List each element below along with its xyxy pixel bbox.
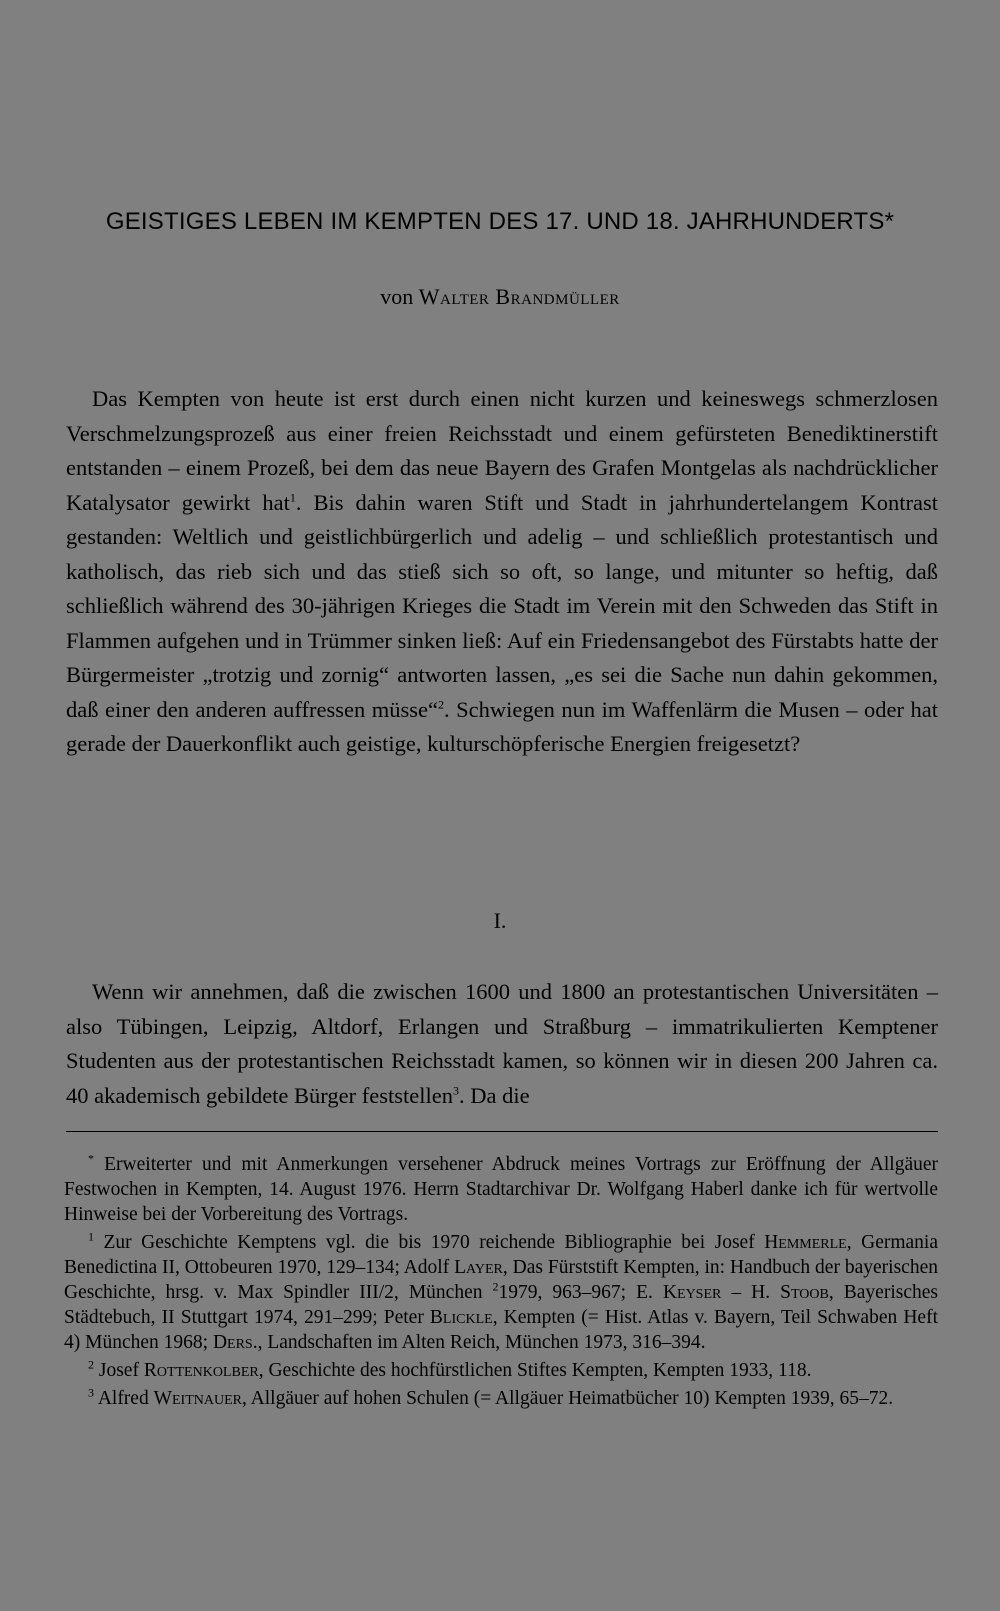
author-surname: Hemmerle [764,1232,847,1253]
footnote-3 [64,1386,938,1411]
footnote-marker: 3 [88,1385,94,1400]
paragraph-text: . Da die [458,1082,530,1108]
author-surname: Blickle [429,1307,493,1328]
footnotes [64,1152,938,1414]
footnote-reference: 3 [452,1083,459,1097]
author-surname: Weitnauer [153,1388,242,1409]
footnote-text: , Germania Benedictina II, Ottobeuren 1970, 129–134; Adolf [64,1232,938,1278]
footnote-star [64,1152,938,1227]
footnote-2 [64,1358,938,1383]
footnote-text: , Allgäuer auf hohen Schulen (= Allgäuer Heimatbücher 10) Kempten 1939, 65–72. [242,1388,894,1409]
author-surname: Ders. [212,1332,258,1353]
article-author [0,284,1000,310]
footnote-reference: 2 [438,697,444,711]
footnote-reference: 1 [289,490,296,504]
footnote-text: – H. [721,1282,781,1303]
author-surname: Stoob [780,1282,829,1303]
paragraph-text: . Bis dahin waren Stift und Stadt in jahrhundertelangem Kontrast gestanden: Weltlich und geistlichbürgerlich und adelig – und schließlich protestantisch und katholisch, das rieb sich und das stieß sich so oft, so lange, und mitunter so heftig, daß schließlich während des 30-jährigen Krieges die Stadt im Verein mit den Schweden das Stift in Flammen aufgehen und in Trümmer sinken ließ: Auf ein Friedensangebot des Fürstabts hatte der Bürgermeister „trotzig und zornig“ antworten lassen, „es sei die Sache nun dahin gekommen, daß einer den anderen auffressen müsse“ [66,489,939,722]
footnote-text: , Geschichte des hochfürstlichen Stiftes Kempten, Kempten 1933, 118. [258,1360,812,1381]
footnote-text: Alfred [97,1388,154,1409]
edition-number: 2 [492,1279,499,1294]
author-surname: Layer [454,1257,503,1278]
author-name: Walter Brandmüller [418,284,620,309]
paragraph-text: Wenn wir annehmen, daß die zwischen 1600 und 1800 an protestantischen Universitäten – also Tübingen, Leipzig, Altdorf, Erlangen und Straßburg – immatrikulierten Kemptener Studenten aus der protestantischen Reichsstadt kamen, so können wir in diesen 200 Jahren ca. 40 akademisch gebildete Bürger feststellen [66,979,938,1108]
body-paragraph-2 [66,975,938,1113]
author-surname: Keyser [662,1282,722,1303]
paragraph-text: Das Kempten von heute ist erst durch einen nicht kurzen und keineswegs schmerzlosen Verschmelzungsprozeß aus einer freien Reichsstadt und einem gefürsteten Benediktinerstift entstanden – einem Prozeß, bei dem das neue Bayern des Grafen Montgelas als nachdrücklicher Katalysator gewirkt hat [66,386,938,515]
footnote-text: , Kempten (= Hist. Atlas v. Bayern, Teil Schwaben Heft 4) München 1968; [64,1307,938,1353]
author-surname: Rottenkolber [143,1360,259,1381]
footnote-text: , Bayerisches Städtebuch, II Stuttgart 1974, 291–299; Peter [64,1282,938,1328]
footnote-marker: * [88,1151,94,1166]
footnote-text: Josef [98,1360,144,1381]
footnote-text: Zur Geschichte Kemptens vgl. die bis 1970 reichende Bibliographie bei Josef [103,1232,765,1253]
footnote-divider [66,1131,938,1132]
footnote-text: , Landschaften im Alten Reich, München 1973, 316–394. [257,1332,706,1353]
author-prefix: von [380,284,414,309]
paragraph-text: . Schwiegen nun im Waffenlärm die Musen – oder hat gerade der Dauerkonflikt auch geistige, kulturschöpferische Energien freigesetzt? [66,696,938,756]
article-title: GEISTIGES LEBEN IM KEMPTEN DES 17. UND 18. JAHRHUNDERTS* [105,208,895,235]
body-paragraph-1 [66,382,938,762]
footnote-text: 1979, 963–967; E. [498,1282,663,1303]
footnote-marker: 2 [88,1357,94,1372]
footnote-marker: 1 [88,1229,94,1244]
footnote-1 [64,1230,938,1355]
footnote-text: , Das Fürststift Kempten, in: Handbuch der bayerischen Geschichte, hrsg. v. Max Spindler III/2, München [64,1257,938,1303]
section-heading: I. [493,908,507,933]
footnote-text: Erweiterter und mit Anmerkungen versehener Abdruck meines Vortrags zur Eröffnung der Allgäuer Festwochen in Kempten, 14. August 1976. Herrn Stadtarchivar Dr. Wolfgang Haberl danke ich für wertvolle Hinweise bei der Vorbereitung des Vortrags. [64,1154,939,1225]
